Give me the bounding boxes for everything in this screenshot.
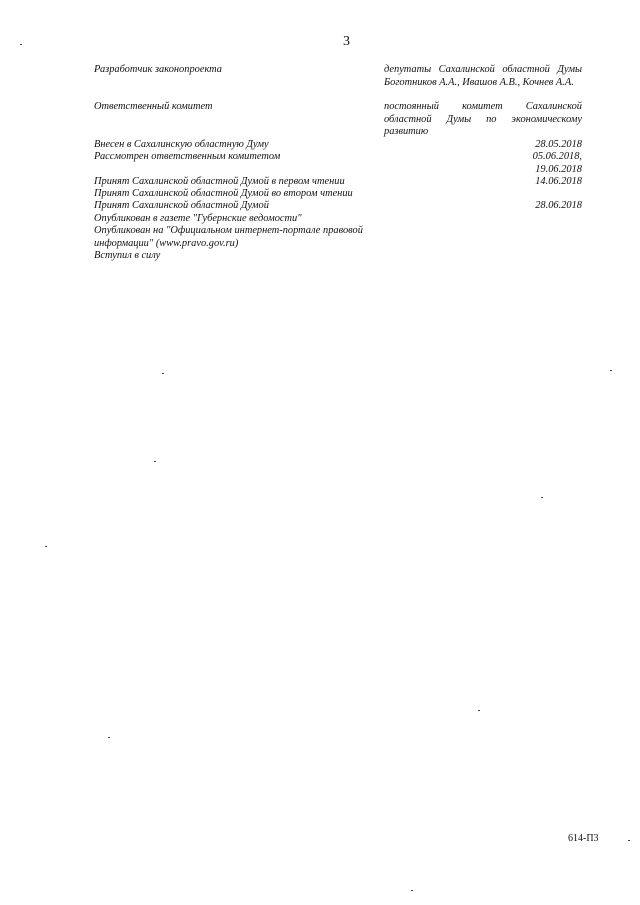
row-value-line: 19.06.2018 — [535, 163, 582, 175]
row-label: Вступил в силу — [94, 250, 161, 261]
row-value: постоянный комитет Сахалинской областной Думы по экономическому развитию — [384, 101, 582, 137]
row-label: Принят Сахалинской областной Думой во втором чтении — [94, 188, 353, 199]
scan-speck — [478, 710, 480, 711]
row-label: Рассмотрен ответственным комитетом — [94, 151, 281, 162]
info-row-effective — [94, 250, 582, 263]
row-label: Разработчик законопроекта — [94, 64, 222, 75]
row-label: Принят Сахалинской областной Думой в первом чтении — [94, 176, 345, 187]
scan-speck — [610, 370, 612, 371]
info-row-second-reading — [94, 188, 582, 201]
info-row-adopted — [94, 200, 582, 213]
row-value: 14.06.2018 — [535, 176, 582, 187]
info-row-committee — [94, 101, 582, 139]
info-row-submitted — [94, 139, 582, 152]
scan-speck — [20, 44, 22, 45]
row-value: депутаты Сахалинской областной Думы Боготников А.А., Ивашов А.В., Кочнев А.А. — [384, 64, 582, 88]
footer-code: 614-П3 — [568, 833, 599, 844]
row-value-line: 05.06.2018, — [532, 151, 582, 162]
row-label: Ответственный комитет — [94, 101, 213, 112]
info-row-portal — [94, 225, 582, 250]
scan-speck — [154, 461, 156, 462]
page-number: 3 — [343, 34, 350, 49]
info-row-considered — [94, 151, 582, 176]
scan-speck — [162, 373, 164, 374]
row-value — [533, 151, 582, 176]
row-value: 28.06.2018 — [535, 200, 582, 211]
scan-speck — [411, 890, 413, 891]
info-row-developer — [94, 64, 582, 89]
info-row-first-reading — [94, 176, 582, 189]
scan-speck — [108, 737, 110, 738]
row-label: Внесен в Сахалинскую областную Думу — [94, 139, 269, 150]
scan-speck — [541, 497, 543, 498]
row-label: Принят Сахалинской областной Думой — [94, 200, 269, 211]
scan-speck — [628, 840, 630, 841]
scan-speck — [45, 546, 47, 547]
row-value: 28.05.2018 — [535, 139, 582, 150]
row-label: Опубликован на "Официальном интернет-портале правовой информации" (www.pravo.gov.ru) — [94, 225, 363, 249]
info-row-newspaper — [94, 213, 582, 226]
row-label: Опубликован в газете "Губернские ведомости" — [94, 213, 302, 224]
